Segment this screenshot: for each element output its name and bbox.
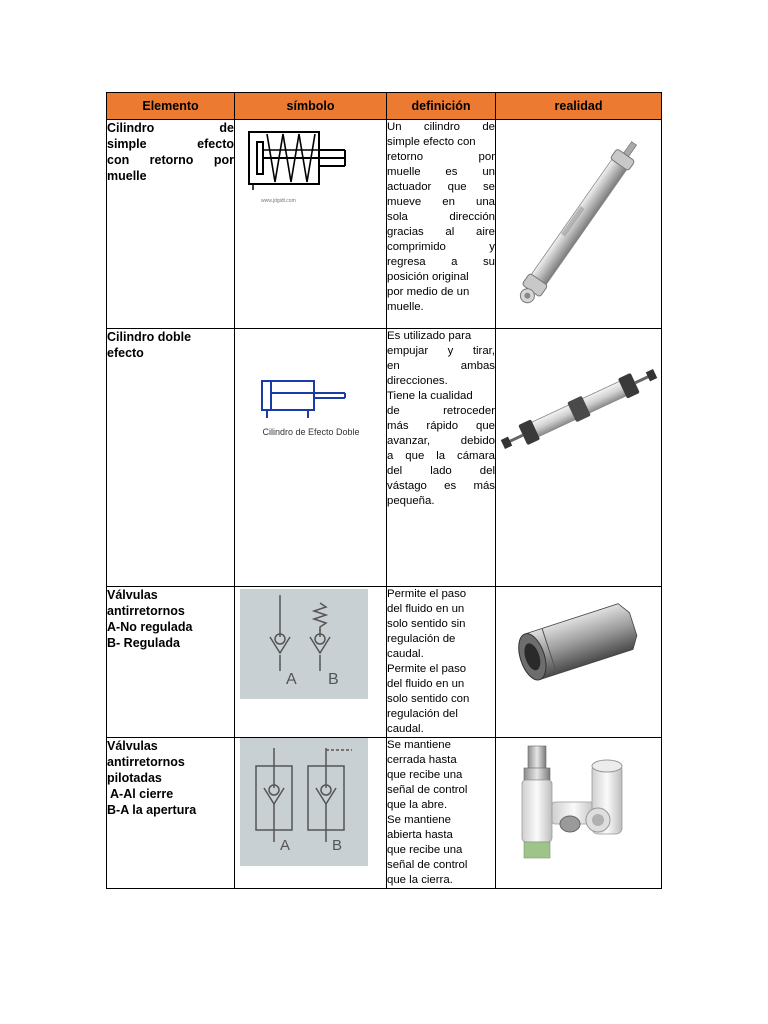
symbol-label-a: A [286,671,297,688]
definition-line: cerrada hasta [387,754,457,766]
definition-line: regresa a su [387,256,495,268]
definition-line: muelle es un [387,166,495,178]
definition-cell [387,587,496,738]
element-cell [107,329,235,587]
check-valve-photo-icon [496,587,662,697]
definition-line: empujar y tirar, [387,345,495,357]
single-acting-cylinder-symbol [245,128,355,208]
reality-cell [496,329,662,587]
definition-line: en ambas [387,360,495,372]
header-symbol: símbolo [235,93,387,120]
definition-line: que la abre. [387,799,448,811]
reality-cell [496,587,662,738]
definition-line: pequeña. [387,495,435,507]
definition-line: sola dirección [387,211,495,223]
definition-line: a que la cámara [387,450,495,462]
definition-line: del fluido en un [387,603,465,615]
definition-line: muelle. [387,301,424,313]
symbol-cell [235,738,387,889]
single-acting-cylinder-photo-icon [496,120,662,325]
reality-cell [496,120,662,329]
piloted-check-valve-symbol [240,738,368,866]
definition-line: que la cierra. [387,874,453,886]
header-reality: realidad [496,93,662,120]
definition-line: Es utilizado para [387,330,472,342]
piloted-check-valve-photo-icon [496,738,662,868]
element-line: B- Regulada [107,636,180,650]
definition-line: Permite el paso [387,588,467,600]
definition-line: solo sentido con [387,693,470,705]
double-acting-cylinder-photo-icon [496,329,662,509]
definition-line: señal de control [387,784,468,796]
header-element: Elemento [107,93,235,120]
definition-line: Tiene la cualidad [387,390,473,402]
definition-line: actuador que se [387,181,495,193]
element-line: efecto [107,346,144,360]
definition-cell [387,120,496,329]
definition-line: de retroceder [387,405,495,417]
definition-line: avanzar, debido [387,435,495,447]
table-row [107,587,662,738]
element-line: pilotadas [107,771,162,785]
double-acting-cylinder-symbol [235,376,385,456]
element-line: Válvulas [107,588,158,602]
symbol-label-a: A [280,837,291,854]
element-cell [107,587,235,738]
reality-cell [496,738,662,889]
element-line: Cilindro de [107,121,234,135]
definition-line: comprimido y [387,241,495,253]
element-line: Cilindro doble [107,330,192,344]
element-line: Válvulas [107,739,158,753]
element-cell [107,738,235,889]
element-line: B-A la apertura [107,803,197,817]
definition-line: que recibe una [387,769,463,781]
table-row [107,120,662,329]
definition-line: direcciones. [387,375,448,387]
definition-line: Se mantiene [387,814,451,826]
table-row [107,329,662,587]
definition-line: retorno por [387,151,495,163]
element-line: simple efecto [107,137,234,151]
symbol-label-b: B [328,671,339,688]
definition-line: vástago es más [387,480,495,492]
definition-line: regulación del [387,708,458,720]
definition-cell [387,329,496,587]
definition-line: posición original [387,271,469,283]
definition-line: Un cilindro de [387,121,495,133]
symbol-cell [235,587,387,738]
element-line: antirretornos [107,755,185,769]
definition-line: que recibe una [387,844,463,856]
definition-line: más rápido que [387,420,495,432]
table-row [107,738,662,889]
check-valve-symbol [240,589,368,699]
element-line: con retorno por [107,153,234,167]
symbol-caption: Cilindro de Efecto Doble [262,427,360,437]
definition-line: mueve en una [387,196,495,208]
header-definition: definición [387,93,496,120]
definition-line: abierta hasta [387,829,453,841]
element-line: muelle [107,169,147,183]
symbol-cell [235,120,387,329]
definition-line: simple efecto con [387,136,476,148]
element-line: A-Al cierre [107,787,174,801]
definition-line: gracias al aire [387,226,495,238]
definition-line: por medio de un [387,286,470,298]
definition-line: del fluido en un [387,678,465,690]
symbol-cell [235,329,387,587]
element-cell [107,120,235,329]
definition-line: Permite el paso [387,663,467,675]
element-line: antirretornos [107,604,185,618]
definition-line: solo sentido sin [387,618,466,630]
definition-line: caudal. [387,723,424,735]
definition-cell [387,738,496,889]
definition-line: caudal. [387,648,424,660]
symbol-source: www.jdgidt.com [261,198,296,204]
comparison-table [106,92,662,889]
definition-line: Se mantiene [387,739,451,751]
definition-line: señal de control [387,859,468,871]
header-row [107,93,662,120]
element-line: A-No regulada [107,620,193,634]
definition-line: del lado del [387,465,495,477]
symbol-label-b: B [332,837,343,854]
definition-line: regulación de [387,633,456,645]
